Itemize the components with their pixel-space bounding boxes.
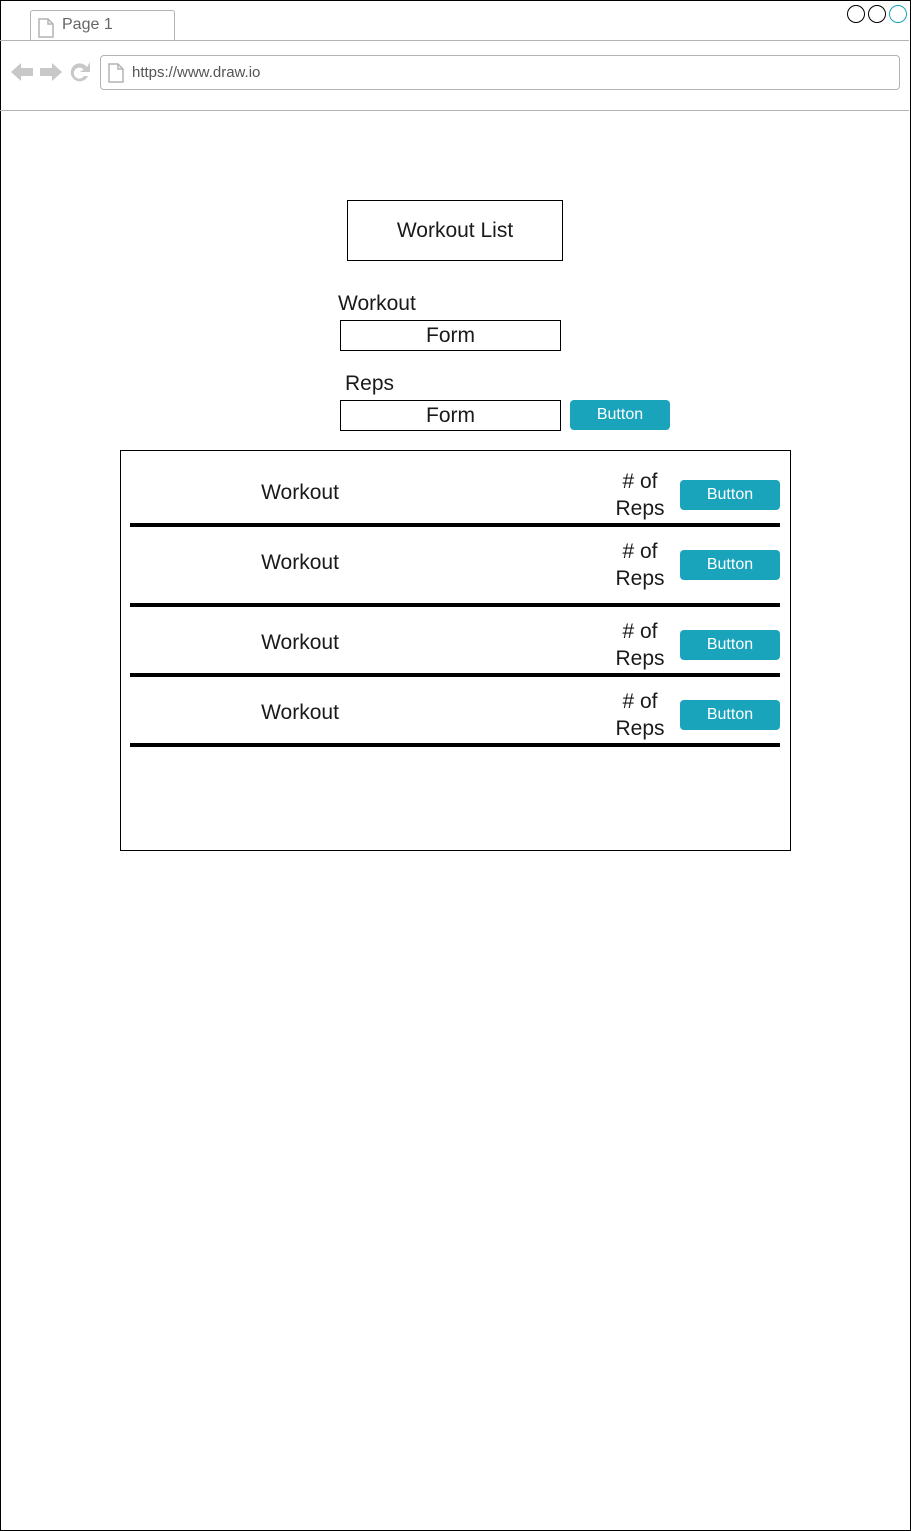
add-workout-button[interactable]: Button <box>570 400 670 430</box>
minimize-button[interactable] <box>847 5 865 23</box>
workout-label: Workout <box>338 292 416 315</box>
maximize-button[interactable] <box>868 5 886 23</box>
tab-label: Page 1 <box>62 16 113 33</box>
row-action-button[interactable]: Button <box>680 480 780 510</box>
list-item-workout: Workout <box>261 481 339 504</box>
chrome-divider <box>0 110 909 111</box>
reps-line-1: # of <box>622 540 658 563</box>
close-button[interactable] <box>889 5 907 23</box>
list-item-workout: Workout <box>261 551 339 574</box>
row-divider <box>130 743 780 747</box>
url-text: https://www.draw.io <box>132 64 261 81</box>
page-icon <box>38 18 54 43</box>
list-item-reps <box>600 688 680 742</box>
row-divider <box>130 523 780 527</box>
reps-line-1: # of <box>622 470 658 493</box>
reps-line-2: Reps <box>615 567 665 590</box>
list-item-workout: Workout <box>261 631 339 654</box>
reps-line-2: Reps <box>615 717 665 740</box>
browser-tab[interactable] <box>30 10 175 40</box>
workout-input[interactable]: Form <box>340 320 561 351</box>
list-item-reps <box>600 468 680 522</box>
page-title: Workout List <box>347 200 563 261</box>
list-item-reps <box>600 538 680 592</box>
back-arrow-icon[interactable] <box>10 61 34 88</box>
window-controls <box>847 5 907 25</box>
row-action-button[interactable]: Button <box>680 630 780 660</box>
reps-line-2: Reps <box>615 497 665 520</box>
list-item-reps <box>600 618 680 672</box>
reload-icon[interactable] <box>68 61 92 88</box>
navigation-buttons <box>10 61 92 88</box>
list-item-workout: Workout <box>261 701 339 724</box>
reps-line-1: # of <box>622 690 658 713</box>
row-action-button[interactable]: Button <box>680 550 780 580</box>
row-divider <box>130 603 780 607</box>
row-divider <box>130 673 780 677</box>
reps-label: Reps <box>345 372 395 395</box>
forward-arrow-icon[interactable] <box>39 61 63 88</box>
reps-line-1: # of <box>622 620 658 643</box>
reps-input[interactable]: Form <box>340 400 561 431</box>
row-action-button[interactable]: Button <box>680 700 780 730</box>
page-icon <box>108 63 124 88</box>
address-bar[interactable] <box>100 55 900 90</box>
tab-strip-divider <box>0 40 909 41</box>
reps-line-2: Reps <box>615 647 665 670</box>
